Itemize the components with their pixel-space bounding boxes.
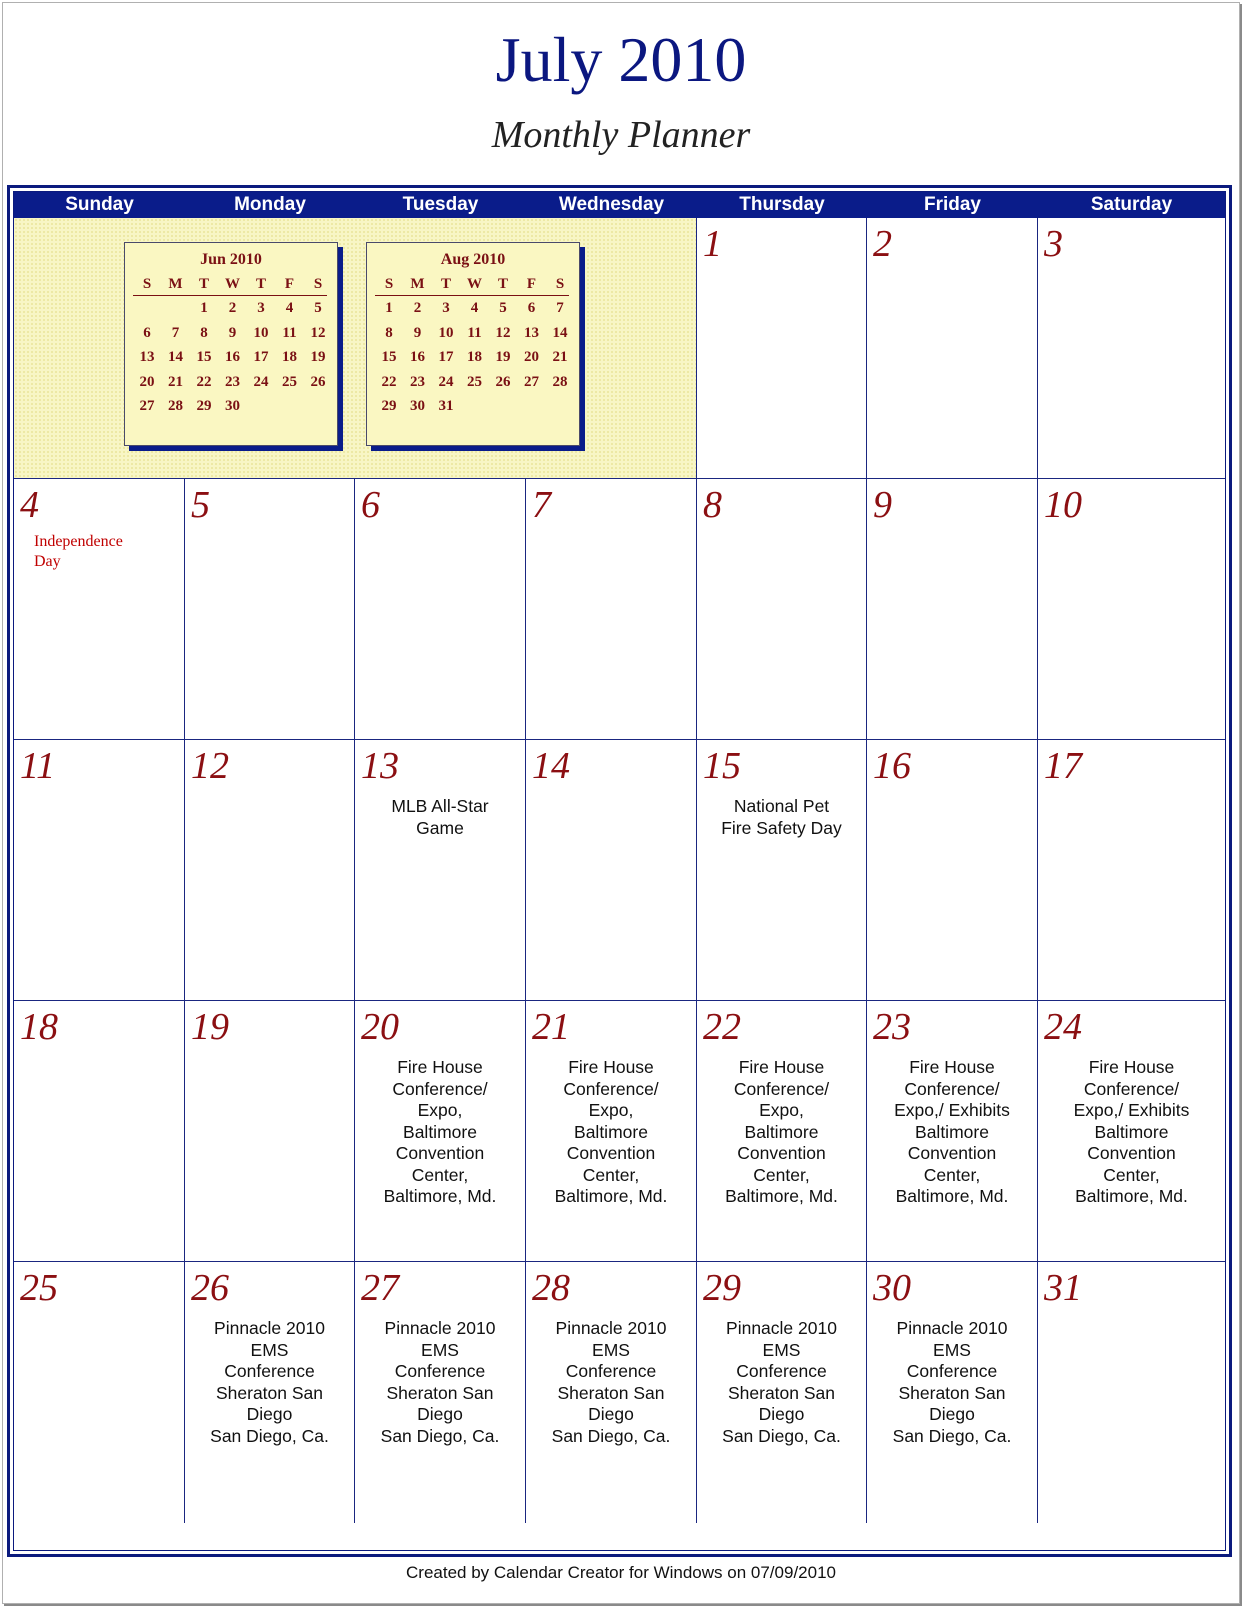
weekday-friday: Friday <box>923 194 982 215</box>
mini-calendar-day: 27 <box>524 373 539 390</box>
day-cell-21[interactable] <box>526 1001 697 1262</box>
day-number: 21 <box>532 1006 570 1048</box>
day-number: 29 <box>703 1267 741 1309</box>
weekday-monday: Monday <box>234 194 306 215</box>
day-number: 17 <box>1044 745 1082 787</box>
event-text: MLB All-Star Game <box>391 796 489 838</box>
mini-calendar-day: 27 <box>139 398 155 414</box>
mini-calendar-day: 29 <box>196 398 212 414</box>
mini-calendar-day: 20 <box>139 373 155 390</box>
mini-calendar-dow: W <box>225 276 240 292</box>
mini-calendar-day: 14 <box>552 324 568 341</box>
day-cell-13[interactable] <box>355 740 526 1001</box>
mini-calendar-day: 25 <box>282 373 297 390</box>
day-cell-26[interactable] <box>185 1262 355 1523</box>
mini-calendar-day: 24 <box>438 373 454 390</box>
mini-calendar-day: 4 <box>285 300 294 316</box>
event-text: Fire House Conference/ Expo, Baltimore Convention Center, Baltimore, Md. <box>383 1057 497 1206</box>
mini-calendar-day: 5 <box>314 300 322 316</box>
mini-calendar-jun-2010 <box>124 242 338 446</box>
day-cell-14[interactable] <box>526 740 697 1001</box>
event-text: Fire House Conference/ Expo,/ Exhibits Baltimore Convention Center, Baltimore, Md. <box>894 1057 1010 1206</box>
day-number: 28 <box>532 1267 570 1309</box>
mini-calendar-dow: S <box>555 276 565 292</box>
event-text: Fire House Conference/ Expo, Baltimore Convention Center, Baltimore, Md. <box>725 1057 838 1206</box>
mini-calendar-day: 3 <box>442 300 450 316</box>
mini-calendar-day: 10 <box>438 324 454 341</box>
day-cell-10[interactable] <box>1038 479 1225 740</box>
mini-calendar-dow: T <box>440 276 451 292</box>
mini-calendar-day: 8 <box>385 324 393 341</box>
mini-calendar-day: 2 <box>413 300 422 316</box>
mini-calendar-day: 3 <box>257 300 265 316</box>
mini-calendar-divider <box>375 295 569 296</box>
day-cell-27[interactable] <box>355 1262 526 1523</box>
day-number: 8 <box>703 484 722 526</box>
weekday-thursday: Thursday <box>739 194 825 215</box>
mini-calendar-day: 23 <box>225 373 240 390</box>
mini-calendar-day: 6 <box>527 300 536 316</box>
day-number: 6 <box>361 484 380 526</box>
day-number: 2 <box>873 223 892 265</box>
holiday-label: Independence Day <box>34 533 123 570</box>
mini-calendar-day: 9 <box>228 324 237 341</box>
mini-calendar-day: 17 <box>438 349 454 365</box>
day-cell-8[interactable] <box>697 479 867 740</box>
event-text: Pinnacle 2010 EMS Conference Sheraton San Diego San Diego, Ca. <box>892 1318 1012 1446</box>
mini-calendar-day: 11 <box>282 324 297 341</box>
mini-calendar-day: 11 <box>467 324 482 341</box>
day-cell-24[interactable] <box>1038 1001 1225 1262</box>
mini-calendar-day: 15 <box>196 349 212 365</box>
day-number: 25 <box>20 1267 58 1309</box>
calendar-page <box>2 2 1240 1604</box>
mini-calendar-title: Jun 2010 <box>200 251 262 268</box>
event-text: Fire House Conference/ Expo, Baltimore Convention Center, Baltimore, Md. <box>554 1057 668 1206</box>
day-number: 20 <box>361 1006 399 1048</box>
event-text: Pinnacle 2010 EMS Conference Sheraton San Diego San Diego, Ca. <box>551 1318 671 1446</box>
mini-calendar-day: 13 <box>524 324 539 341</box>
day-cell-1[interactable] <box>697 218 867 479</box>
mini-calendar-day: 30 <box>410 398 425 414</box>
mini-calendar-day: 30 <box>225 398 240 414</box>
mini-calendar-dow: S <box>384 276 394 292</box>
day-cell-15[interactable] <box>697 740 867 1001</box>
day-number: 4 <box>20 484 39 526</box>
mini-calendar-day: 28 <box>168 398 183 414</box>
calendar-grid-frame <box>7 185 1232 1557</box>
mini-calendar-day: 10 <box>253 324 269 341</box>
mini-calendar-dow: M <box>168 276 183 292</box>
day-number: 30 <box>873 1267 911 1309</box>
day-number: 5 <box>191 484 210 526</box>
event-text: National Pet Fire Safety Day <box>721 796 842 838</box>
day-cell-31[interactable] <box>1038 1262 1225 1523</box>
mini-calendar-day: 1 <box>200 300 208 316</box>
mini-calendar-day: 16 <box>410 349 425 365</box>
day-number: 15 <box>703 745 741 787</box>
weekday-sunday: Sunday <box>65 194 134 215</box>
day-cell-18[interactable] <box>14 1001 185 1262</box>
page-subtitle: Monthly Planner <box>491 114 751 156</box>
mini-calendar-day: 29 <box>381 398 397 414</box>
page-title: July 2010 <box>495 24 747 95</box>
event-text: Fire House Conference/ Expo,/ Exhibits Baltimore Convention Center, Baltimore, Md. <box>1073 1057 1190 1206</box>
mini-calendar-dow: S <box>313 276 323 292</box>
day-cell-25[interactable] <box>14 1262 185 1523</box>
mini-calendar-dow: S <box>142 276 152 292</box>
footer-credit: Created by Calendar Creator for Windows on 07/09/2010 <box>406 1563 836 1582</box>
weekday-saturday: Saturday <box>1090 194 1173 215</box>
mini-calendar-day: 22 <box>381 373 397 390</box>
day-cell-11[interactable] <box>14 740 185 1001</box>
mini-calendar-day: 18 <box>467 349 482 365</box>
mini-calendar-day: 18 <box>282 349 297 365</box>
mini-calendar-day: 16 <box>225 349 240 365</box>
weekday-wednesday: Wednesday <box>558 194 665 215</box>
mini-calendar-day: 2 <box>228 300 237 316</box>
mini-calendar-day: 14 <box>168 349 183 365</box>
day-number: 11 <box>20 745 56 787</box>
day-cell-2[interactable] <box>867 218 1038 479</box>
day-number: 10 <box>1044 484 1082 526</box>
mini-calendar-dow: M <box>410 276 425 292</box>
day-cell-3[interactable] <box>1038 218 1225 479</box>
mini-calendar-day: 17 <box>253 349 269 365</box>
mini-calendar-dow: T <box>255 276 266 292</box>
mini-calendar-day: 19 <box>310 349 326 365</box>
day-number: 19 <box>191 1006 229 1048</box>
day-number: 27 <box>361 1267 399 1309</box>
mini-calendar-divider <box>133 295 327 296</box>
day-cell-6[interactable] <box>355 479 526 740</box>
mini-calendar-day: 13 <box>139 349 155 365</box>
mini-calendar-day: 26 <box>495 373 511 390</box>
mini-calendar-day: 21 <box>168 373 183 390</box>
calendar-grid <box>13 191 1226 1551</box>
day-number: 14 <box>532 745 570 787</box>
day-number: 24 <box>1044 1006 1082 1048</box>
day-number: 22 <box>703 1006 741 1048</box>
mini-calendar-day: 19 <box>495 349 511 365</box>
mini-calendar-day: 26 <box>310 373 326 390</box>
event-text: Pinnacle 2010 EMS Conference Sheraton San Diego San Diego, Ca. <box>722 1318 841 1446</box>
mini-calendar-day: 28 <box>552 373 568 390</box>
day-cell-16[interactable] <box>867 740 1038 1001</box>
mini-calendar-day: 21 <box>552 349 568 365</box>
mini-calendar-day: 7 <box>556 300 564 316</box>
day-cell-23[interactable] <box>867 1001 1038 1262</box>
day-number: 12 <box>191 745 229 787</box>
day-number: 16 <box>873 745 911 787</box>
event-text: Pinnacle 2010 EMS Conference Sheraton San Diego San Diego, Ca. <box>210 1318 329 1446</box>
mini-calendar-day: 22 <box>196 373 212 390</box>
day-cell-29[interactable] <box>697 1262 867 1523</box>
day-number: 9 <box>873 484 892 526</box>
mini-calendar-day: 9 <box>413 324 422 341</box>
day-cell-9[interactable] <box>867 479 1038 740</box>
day-cell-20[interactable] <box>355 1001 526 1262</box>
mini-calendar-day: 25 <box>467 373 482 390</box>
mini-calendar-aug-2010 <box>366 242 580 446</box>
day-number: 13 <box>361 745 399 787</box>
mini-calendar-title: Aug 2010 <box>440 251 506 268</box>
day-number: 31 <box>1044 1267 1082 1309</box>
mini-calendar-dow: F <box>284 276 295 292</box>
day-number: 18 <box>20 1006 58 1048</box>
day-cell-12[interactable] <box>185 740 355 1001</box>
day-number: 7 <box>532 484 551 526</box>
mini-calendar-day: 15 <box>381 349 397 365</box>
day-number: 23 <box>873 1006 911 1048</box>
day-cell-17[interactable] <box>1038 740 1225 1001</box>
event-text: Pinnacle 2010 EMS Conference Sheraton San Diego San Diego, Ca. <box>380 1318 500 1446</box>
day-number: 3 <box>1044 223 1063 265</box>
mini-calendar-day: 31 <box>438 398 454 414</box>
mini-calendar-day: 1 <box>385 300 393 316</box>
weekday-tuesday: Tuesday <box>402 194 479 215</box>
day-cell-4[interactable] <box>14 479 185 740</box>
day-cell-19[interactable] <box>185 1001 355 1262</box>
mini-calendar-dow: W <box>467 276 482 292</box>
mini-calendar-day: 12 <box>310 324 326 341</box>
mini-calendar-dow: F <box>526 276 537 292</box>
mini-calendar-day: 6 <box>143 324 151 341</box>
mini-calendar-day: 24 <box>253 373 269 390</box>
mini-calendars-area <box>14 218 697 479</box>
day-number: 26 <box>191 1267 229 1309</box>
mini-calendar-day: 7 <box>171 324 180 341</box>
mini-calendar-day: 4 <box>470 300 479 316</box>
mini-calendar-day: 5 <box>499 300 507 316</box>
mini-calendar-dow: T <box>198 276 209 292</box>
day-number: 1 <box>703 223 722 265</box>
day-cell-30[interactable] <box>867 1262 1038 1523</box>
day-cell-28[interactable] <box>526 1262 697 1523</box>
mini-calendar-day: 23 <box>410 373 425 390</box>
mini-calendar-day: 8 <box>200 324 208 341</box>
day-cell-22[interactable] <box>697 1001 867 1262</box>
day-cell-5[interactable] <box>185 479 355 740</box>
weekday-header-row <box>14 192 1225 218</box>
mini-calendar-day: 12 <box>495 324 511 341</box>
mini-calendar-day: 20 <box>524 349 539 365</box>
mini-calendar-dow: T <box>497 276 508 292</box>
day-cell-7[interactable] <box>526 479 697 740</box>
